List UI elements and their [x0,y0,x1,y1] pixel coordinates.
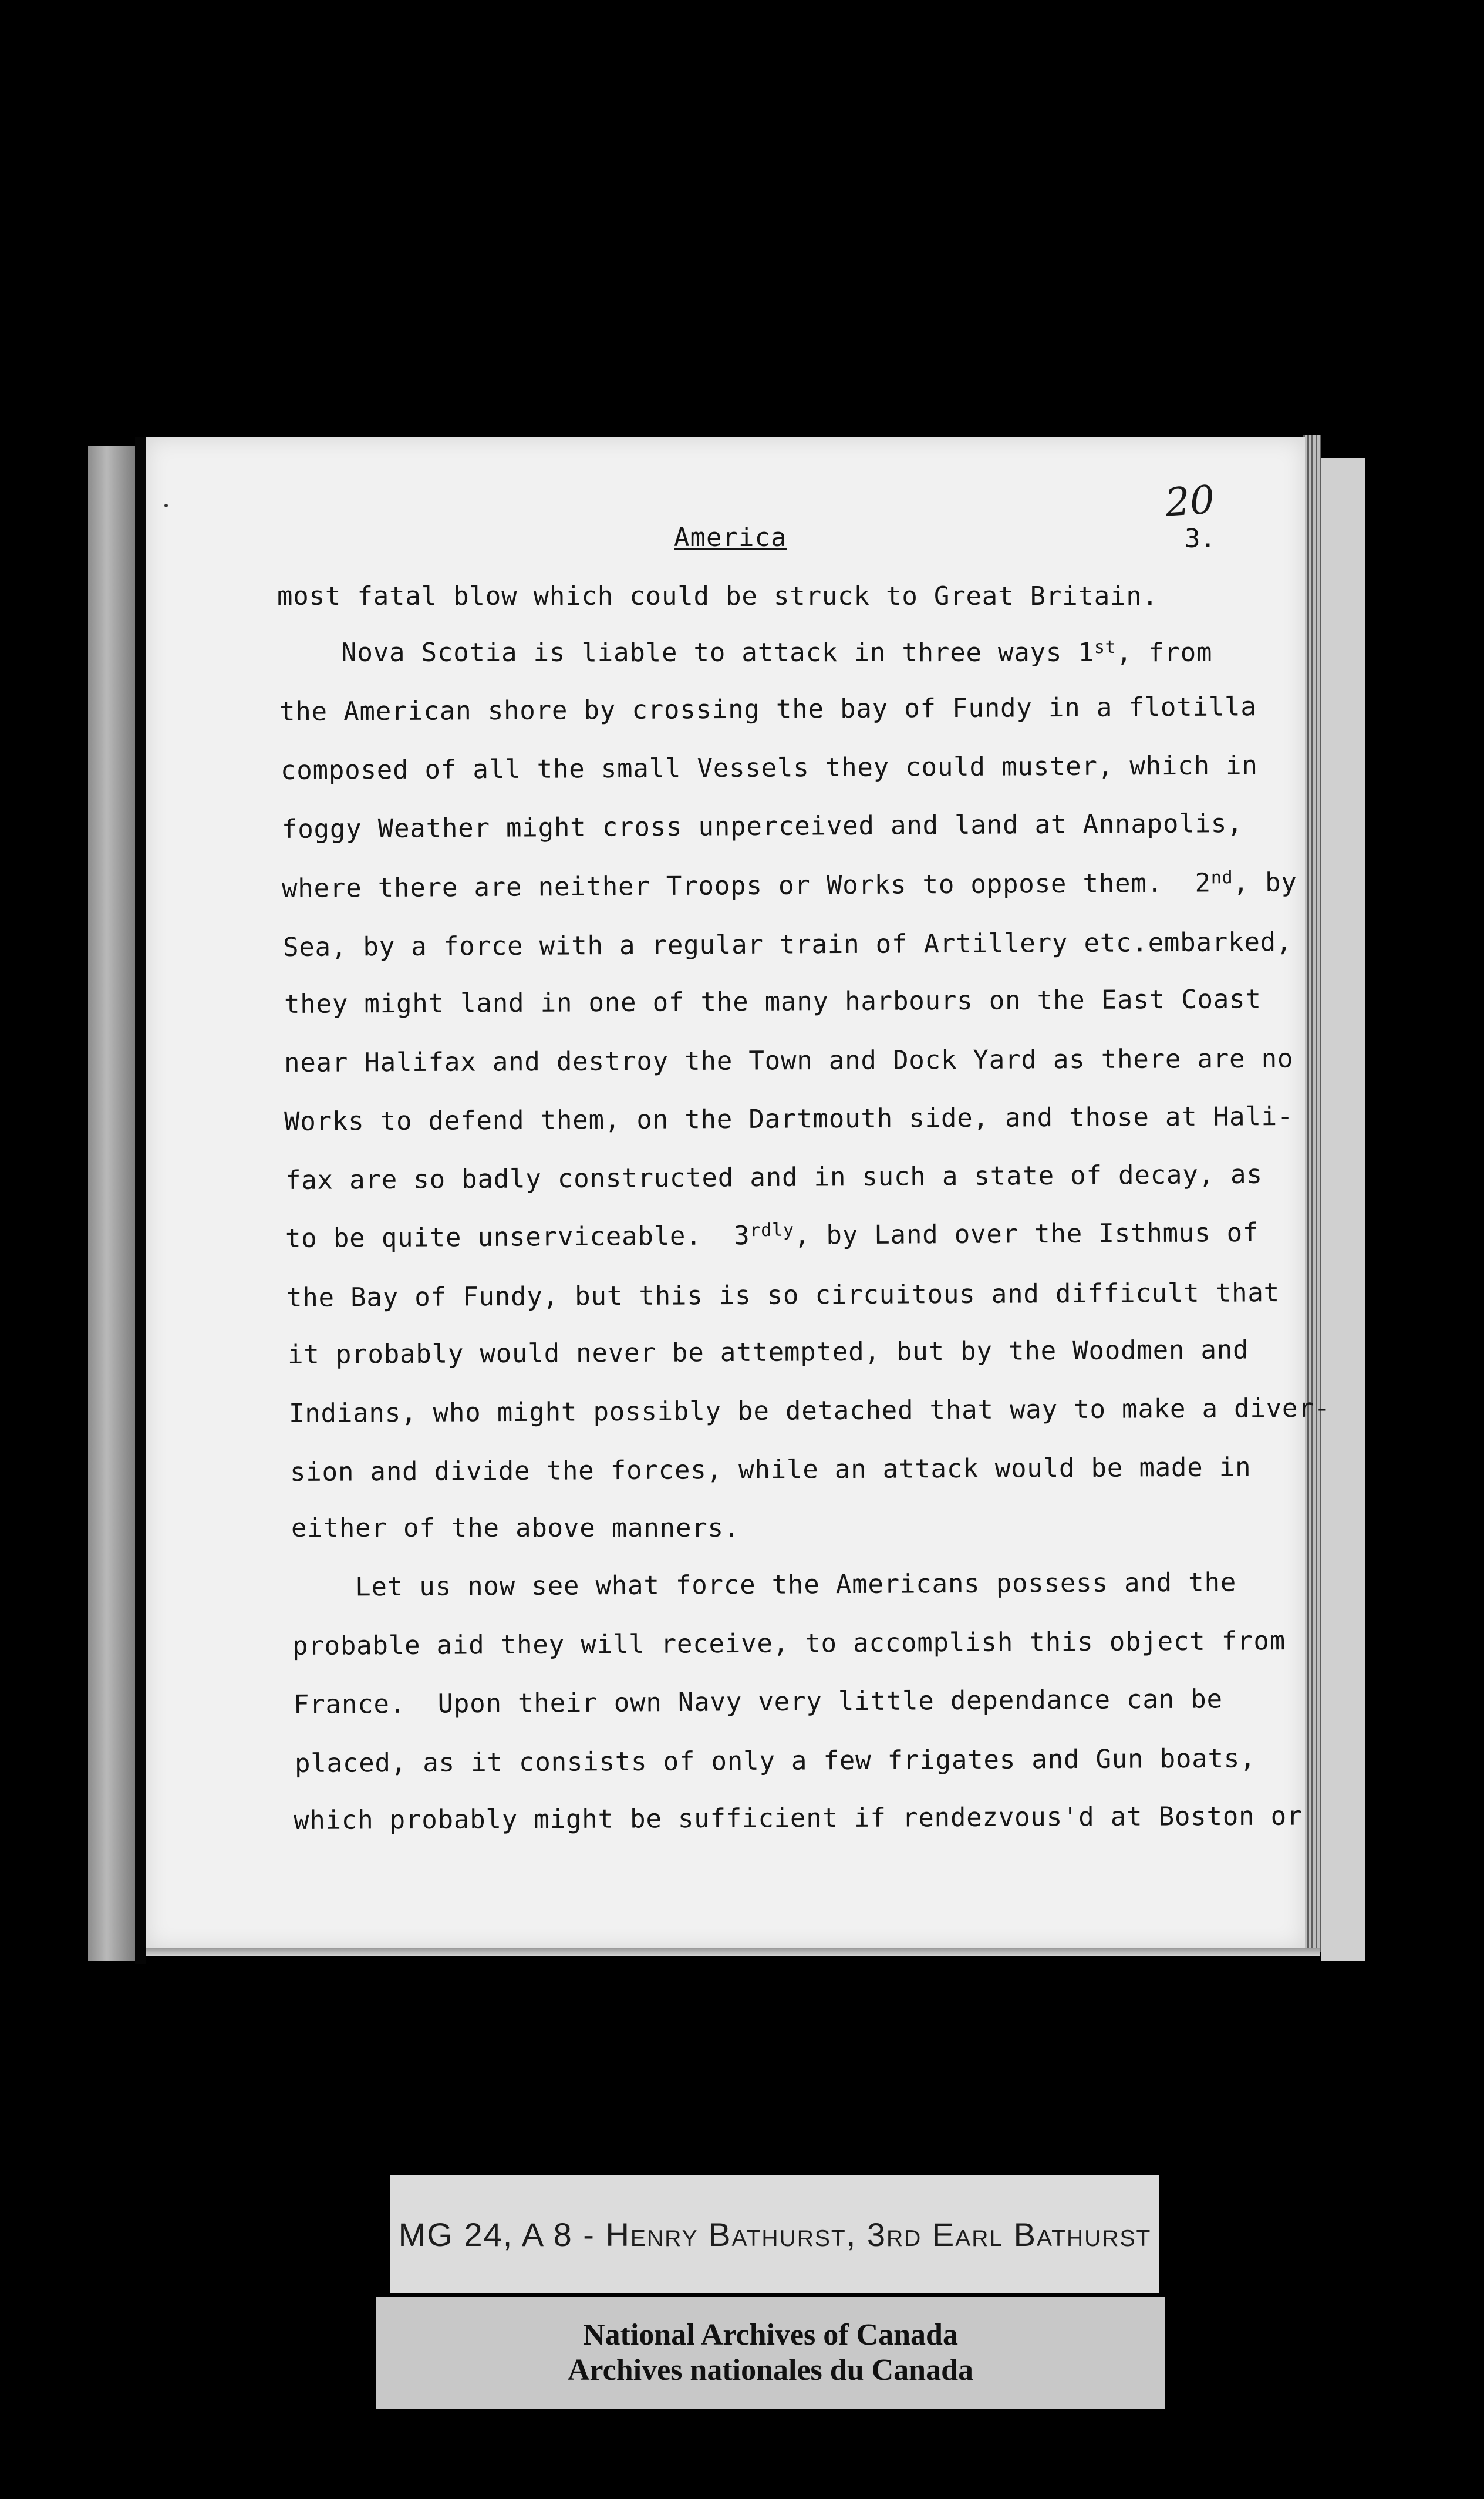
text-line [286,1278,1280,1313]
line-text: sion and divide the forces, while an attack would be made in [289,1452,1252,1487]
line-text: , by Land over the Isthmus of [794,1217,1259,1251]
line-text: Works to defend them, on the Dartmouth side, and those at Hali- [284,1101,1294,1137]
line-text: where there are neither Troops or Works to oppose them. 2 [281,868,1211,904]
line-text: Indians, who might possibly be detached that way to make a diver- [288,1393,1330,1429]
text-line [277,638,1212,668]
archive-name-french: Archives nationales du Canada [567,2353,974,2387]
page-stack-back [1321,458,1365,1961]
page-number: 3. [1185,524,1216,554]
text-line [285,1160,1263,1195]
collection-reference: MG 24, A 8 - Henry Bathurst, 3rd Earl Bathurst [398,2215,1152,2253]
text-line [291,1513,740,1543]
line-text: fax are so badly constructed and in such a state of decay, as [285,1159,1263,1195]
line-text: it probably would never be attempted, but by the Woodmen and [287,1335,1249,1370]
text-line [292,1626,1286,1661]
line-text: to be quite unserviceable. 3 [285,1221,750,1254]
text-line [289,1393,1330,1429]
text-line [282,809,1243,844]
text-line [294,1684,1223,1720]
superscript-text: st [1094,637,1117,658]
line-text: Nova Scotia is liable to attack in three ways 1 [277,638,1094,668]
text-line [277,581,1158,611]
page-stack-edge [1303,435,1321,1952]
line-text: France. Upon their own Navy very little dependance can be [293,1684,1223,1720]
text-line [285,1218,1259,1254]
line-text: near Halifax and destroy the Town and Dock Yard as there are no [284,1043,1294,1078]
text-line [279,692,1257,727]
text-line [295,1743,1256,1779]
text-line [284,1102,1294,1137]
binding-strip [88,446,135,1961]
line-text: foggy Weather might cross unperceived and land at Annapolis, [281,808,1243,844]
line-text: Sea, by a force with a regular train of Artillery etc.embarked, [282,927,1293,962]
line-text: either of the above manners. [291,1513,740,1543]
line-text: placed, as it consists of only a few frigates and Gun boats, [294,1743,1256,1779]
line-text: which probably might be sufficient if rendezvous'd at Boston or [293,1801,1303,1835]
text-line [284,984,1262,1019]
page-smudge [164,504,168,507]
line-text: most fatal blow which could be struck to Great Britain. [277,581,1158,611]
text-line [291,1568,1236,1602]
binding-gap [135,437,146,1964]
line-text: Let us now see what force the Americans possess and the [291,1567,1237,1602]
collection-label [390,2175,1159,2293]
archive-name-english: National Archives of Canada [583,2318,958,2352]
handwritten-folio-number: 20 [1163,477,1216,526]
page-bottom-edge [146,1948,1320,1956]
archive-label [376,2297,1165,2409]
superscript-text: nd [1210,867,1233,888]
line-text: the Bay of Fundy, but this is so circuitous and difficult that [286,1278,1280,1313]
line-text: they might land in one of the many harbours on the East Coast [284,984,1262,1019]
text-line [290,1452,1252,1487]
text-line [284,1043,1294,1078]
text-line [283,927,1293,962]
line-text: , by [1233,867,1297,898]
page-header-title: America [674,523,787,553]
text-line [282,867,1297,904]
text-line [294,1801,1303,1835]
line-text: probable aid they will receive, to accomplish this object from [292,1626,1286,1661]
text-line [288,1335,1249,1370]
superscript-text: rdly [750,1220,794,1241]
line-text: the American shore by crossing the bay of Fundy in a flotilla [279,692,1257,727]
line-text: composed of all the small Vessels they could muster, which in [280,750,1258,786]
text-line [281,750,1258,786]
line-text: , from [1116,638,1213,668]
